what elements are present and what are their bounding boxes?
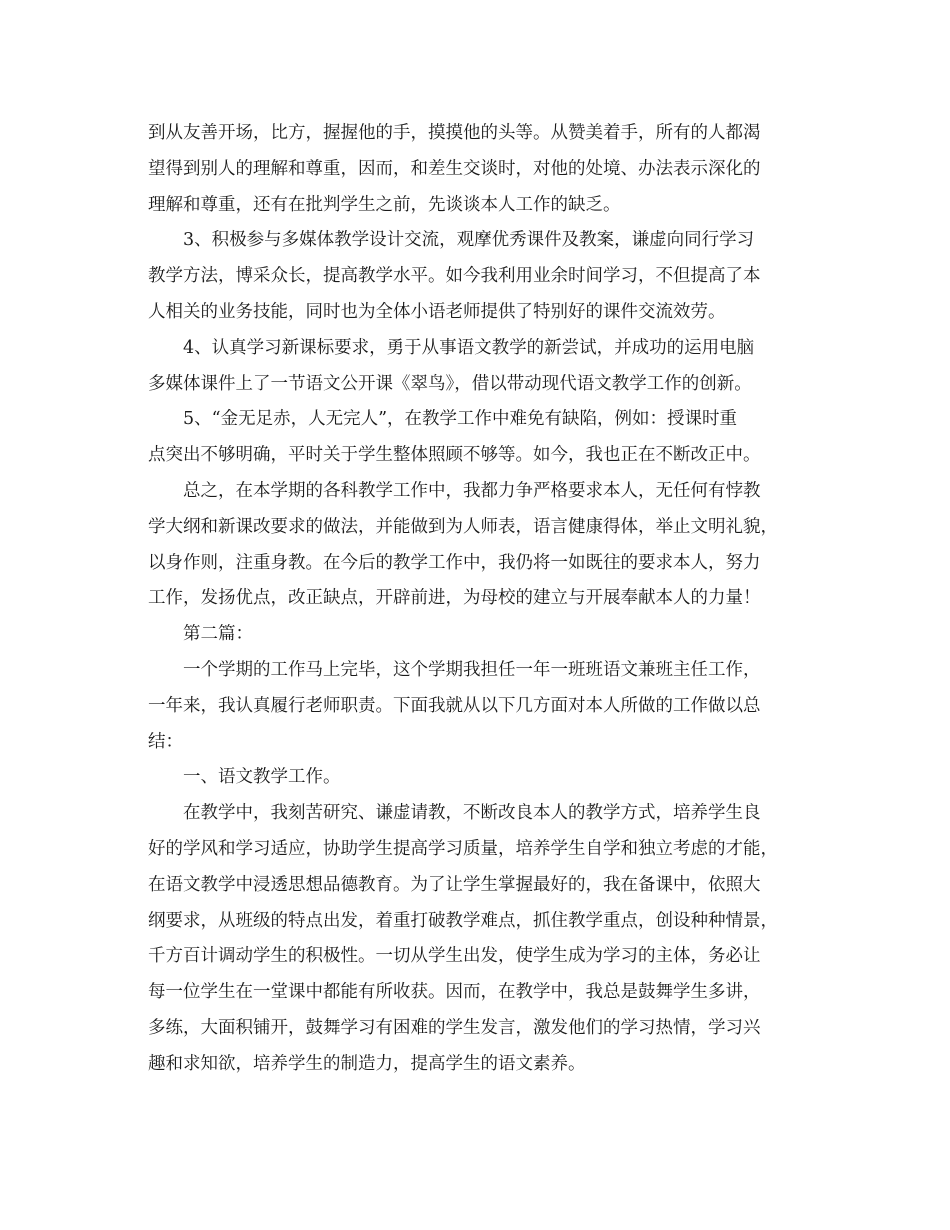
text-line: 一、语文教学工作。 — [183, 767, 341, 788]
text-line: 3、积极参与多媒体教学设计交流，观摩优秀课件及教案，谦虚向同行学习 — [183, 230, 755, 251]
text-line: 在教学中，我刻苦研究、谦虚请教，不断改良本人的教学方式，培养学生良 — [183, 803, 761, 824]
text-line: 点突出不够明确，平时关于学生整体照顾不够等。如今，我也正在不断改正中。 — [148, 445, 761, 466]
text-line: 人相关的业务技能，同时也为全体小语老师提供了特别好的课件交流效劳。 — [148, 301, 726, 322]
text-line: 理解和尊重，还有在批判学生之前，先谈谈本人工作的缺乏。 — [148, 194, 621, 215]
text-line: 教学方法，博采众长，提高教学水平。如今我利用业余时间学习，不但提高了本 — [148, 266, 761, 287]
text-line: 工作，发扬优点，改正缺点，开辟前进，为母校的建立与开展奉献本人的力量！ — [148, 588, 761, 609]
text-line: 5、“金无足赤，人无完人”，在教学工作中难免有缺陷，例如：授课时重 — [183, 409, 738, 430]
text-line: 多练，大面积铺开，鼓舞学习有困难的学生发言，激发他们的学习热情，学习兴 — [148, 1017, 761, 1038]
text-line: 总之，在本学期的各科教学工作中，我都力争严格要求本人，无任何有悖教 — [183, 480, 761, 501]
text-line: 纲要求，从班级的特点出发，着重打破教学难点，抓住教学重点，创设种种情景， — [148, 910, 778, 931]
text-line: 到从友善开场，比方，握握他的手，摸摸他的头等。从赞美着手，所有的人都渴 — [148, 123, 761, 143]
text-line: 在语文教学中浸透思想品德教育。为了让学生掌握最好的，我在备课中，依照大 — [148, 874, 761, 895]
text-line: 结： — [148, 731, 183, 752]
text-line: 趣和求知欲，培养学生的制造力，提高学生的语文素养。 — [148, 1053, 586, 1074]
text-line: 每一位学生在一堂课中都能有所收获。因而，在教学中，我总是鼓舞学生多讲， — [148, 982, 761, 1003]
text-line: 多媒体课件上了一节语文公开课《翠鸟》，借以带动现代语文教学工作的创新。 — [148, 373, 752, 394]
text-line: 第二篇： — [183, 624, 253, 645]
document-body — [148, 116, 804, 1083]
text-line: 以身作则，注重身教。在今后的教学工作中，我仍将一如既往的要求本人，努力 — [148, 552, 761, 573]
text-line: 一个学期的工作马上完毕，这个学期我担任一年一班班语文兼班主任工作， — [183, 659, 761, 680]
text-line: 学大纲和新课改要求的做法，并能做到为人师表，语言健康得体，举止文明礼貌， — [148, 516, 778, 537]
text-line: 一年来，我认真履行老师职责。下面我就从以下几方面对本人所做的工作做以总 — [148, 695, 761, 716]
text-line: 千方百计调动学生的积极性。一切从学生出发，使学生成为学习的主体，务必让 — [148, 946, 761, 967]
text-line: 4、认真学习新课标要求，勇于从事语文教学的新尝试，并成功的运用电脑 — [183, 337, 755, 358]
text-line: 好的学风和学习适应，协助学生提高学习质量，培养学生自学和独立考虑的才能， — [148, 838, 778, 859]
text-line: 望得到别人的理解和尊重，因而，和差生交谈时，对他的处境、办法表示深化的 — [148, 158, 761, 179]
